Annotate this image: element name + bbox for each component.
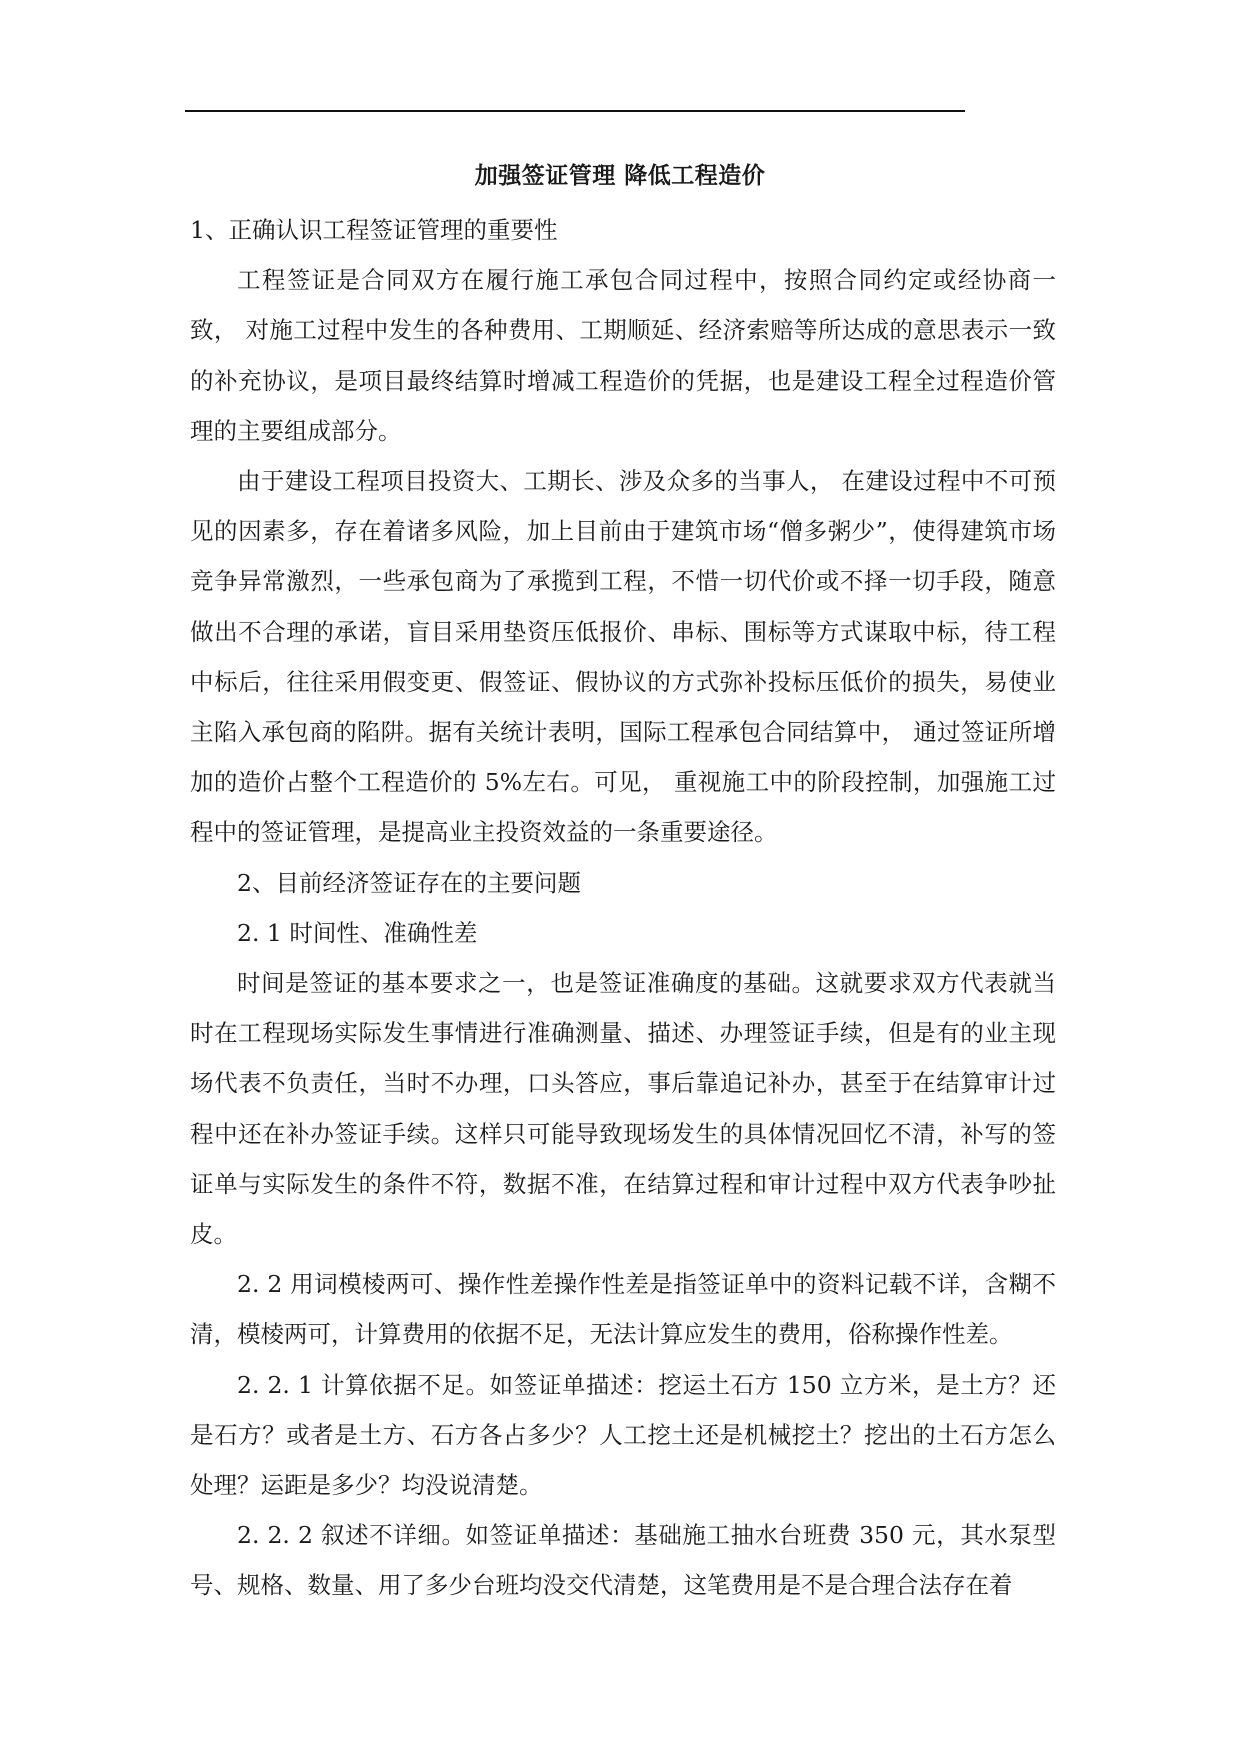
paragraph: 2. 2 用词模棱两可、操作性差操作性差是指签证单中的资料记载不详，含糊不清，模棱两可，计算费用的依据不足，无法计算应发生的费用，俗称操作性差。 [190,1270,1056,1349]
document-title: 加强签证管理 降低工程造价 [474,163,766,189]
document-body [190,205,1056,1611]
paragraph: 由于建设工程项目投资大、工期长、涉及众多的当事人， 在建设过程中不可预见的因素多，存在着诸多风险，加上目前由于建筑市场“僧多粥少”，使得建筑市场竞争异常激烈，一些承包商为了承揽到工程，不惜一切代价或不择一切手段，随意做出不合理的承诺，盲目采用垫资压低报价、串标、围标等方式谋取中标，待工程中标后，往往采用假变更、假签证、假协议的方式弥补投标压低价的损失，易使业主陷入承包商的陷阱。据有关统计表明，国际工程承包合同结算中， 通过签证所增加的造价占整个工程造价的 5%左右。可见， 重视施工中的阶段控制，加强施工过程中的签证管理，是提高业主投资效益的一条重要途径。 [190,467,1056,847]
header-rule [185,110,965,112]
paragraph: 时间是签证的基本要求之一，也是签证准确度的基础。这就要求双方代表就当时在工程现场实际发生事情进行准确测量、描述、办理签证手续，但是有的业主现场代表不负责任，当时不办理，口头答应，事后靠追记补办，甚至于在结算审计过程中还在补办签证手续。这样只可能导致现场发生的具体情况回忆不清，补写的签证单与实际发生的条件不符，数据不准，在结算过程和审计过程中双方代表争吵扯皮。 [190,969,1056,1249]
paragraph: 2. 2. 2 叙述不详细。如签证单描述：基础施工抽水台班费 350 元，其水泵型号、规格、数量、用了多少台班均没交代清楚，这笔费用是不是合理合法存在着 [190,1521,1056,1600]
subheading-2-1: 2. 1 时间性、准确性差 [237,918,478,947]
heading-2: 2、目前经济签证存在的主要问题 [237,868,581,897]
heading-1: 1、正确认识工程签证管理的重要性 [190,216,558,244]
paragraph: 工程签证是合同双方在履行施工承包合同过程中，按照合同约定或经协商一致， 对施工过程中发生的各种费用、工期顺延、经济索赔等所达成的意思表示一致的补充协议，是项目最终结算时增减工程造价的凭据，也是建设工程全过程造价管理的主要组成部分。 [190,266,1056,445]
paragraph: 2. 2. 1 计算依据不足。如签证单描述：挖运土石方 150 立方米，是土方？还是石方？或者是土方、石方各占多少？人工挖土还是机械挖土？挖出的土石方怎么处理？运距是多少？均没说清楚。 [190,1370,1056,1500]
